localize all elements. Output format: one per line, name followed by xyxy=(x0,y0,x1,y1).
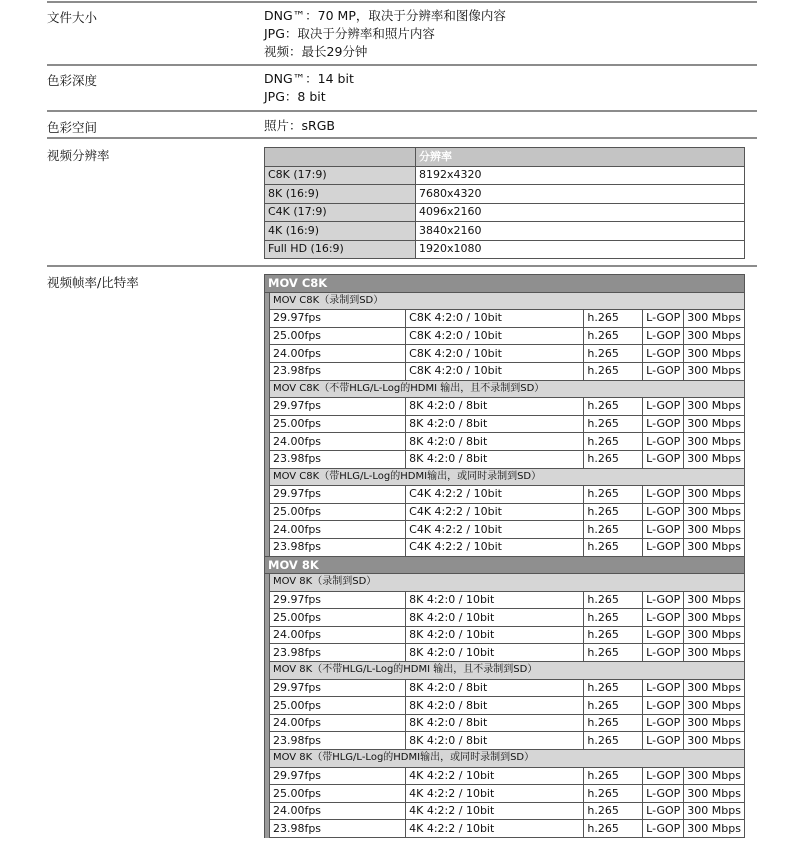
gop-cell: L-GOP xyxy=(643,503,684,521)
section-header-row xyxy=(265,275,745,293)
gop-cell: L-GOP xyxy=(643,609,684,627)
table-row xyxy=(265,310,745,328)
bitrate-cell: 300 Mbps xyxy=(684,644,745,662)
sampling-cell: 8K 4:2:0 / 10bit xyxy=(406,644,584,662)
sampling-cell: 8K 4:2:0 / 8bit xyxy=(406,697,584,715)
table-row xyxy=(265,626,745,644)
codec-cell: h.265 xyxy=(584,697,643,715)
bitrate-cell: 300 Mbps xyxy=(684,609,745,627)
header-blank-cell xyxy=(265,148,416,167)
format-cell: Full HD (16:9) xyxy=(265,240,416,259)
table-row xyxy=(265,450,745,468)
table-row xyxy=(265,240,745,259)
sampling-cell: 8K 4:2:0 / 8bit xyxy=(406,679,584,697)
table-row xyxy=(265,785,745,803)
table-row xyxy=(265,802,745,820)
codec-cell: h.265 xyxy=(584,767,643,785)
spec-label-color-space: 色彩空间 xyxy=(47,120,98,135)
bitrate-cell: 300 Mbps xyxy=(684,362,745,380)
table-row xyxy=(265,222,745,241)
bitrate-cell: 300 Mbps xyxy=(684,450,745,468)
codec-cell: h.265 xyxy=(584,433,643,451)
bitrate-cell: 300 Mbps xyxy=(684,415,745,433)
fps-cell: 23.98fps xyxy=(269,644,405,662)
gop-cell: L-GOP xyxy=(643,345,684,363)
sampling-cell: C4K 4:2:2 / 10bit xyxy=(406,503,584,521)
table-row xyxy=(265,166,745,185)
table-row xyxy=(265,521,745,539)
fps-cell: 25.00fps xyxy=(269,415,405,433)
bitrate-cell: 300 Mbps xyxy=(684,591,745,609)
table-row xyxy=(265,503,745,521)
codec-cell: h.265 xyxy=(584,732,643,750)
resolution-cell: 1920x1080 xyxy=(416,240,745,259)
gop-cell: L-GOP xyxy=(643,679,684,697)
table-row xyxy=(265,486,745,504)
bitrate-cell: 300 Mbps xyxy=(684,538,745,556)
codec-cell: h.265 xyxy=(584,327,643,345)
table-row xyxy=(265,732,745,750)
spec-label-file-size: 文件大小 xyxy=(47,10,98,25)
codec-cell: h.265 xyxy=(584,345,643,363)
spec-label-video-framerate: 视频帧率/比特率 xyxy=(47,275,139,290)
gop-cell: L-GOP xyxy=(643,398,684,416)
gop-cell: L-GOP xyxy=(643,433,684,451)
section-title: MOV C8K xyxy=(265,275,745,293)
framerate-table xyxy=(264,274,745,838)
table-row xyxy=(265,644,745,662)
codec-cell: h.265 xyxy=(584,503,643,521)
fps-cell: 29.97fps xyxy=(269,767,405,785)
sampling-cell: 8K 4:2:0 / 8bit xyxy=(406,450,584,468)
fps-cell: 23.98fps xyxy=(269,538,405,556)
spec-value-color-space xyxy=(264,117,335,135)
bitrate-cell: 300 Mbps xyxy=(684,714,745,732)
table-row xyxy=(265,820,745,838)
gop-cell: L-GOP xyxy=(643,785,684,803)
codec-cell: h.265 xyxy=(584,521,643,539)
spec-label-color-depth: 色彩深度 xyxy=(47,73,98,88)
gop-cell: L-GOP xyxy=(643,697,684,715)
table-row xyxy=(265,609,745,627)
gop-cell: L-GOP xyxy=(643,450,684,468)
bitrate-cell: 300 Mbps xyxy=(684,433,745,451)
bitrate-cell: 300 Mbps xyxy=(684,697,745,715)
table-row xyxy=(265,327,745,345)
section-header-row xyxy=(265,556,745,574)
resolution-table xyxy=(264,147,745,259)
group-header-row xyxy=(265,292,745,310)
spec-value-color-depth xyxy=(264,70,354,106)
fps-cell: 29.97fps xyxy=(269,679,405,697)
spec-line: DNG™：14 bit xyxy=(264,71,354,86)
codec-cell: h.265 xyxy=(584,591,643,609)
group-title: MOV C8K（不带HLG/L-Log的HDMI 输出，且不录制到SD） xyxy=(269,380,744,398)
divider xyxy=(47,110,757,112)
gop-cell: L-GOP xyxy=(643,310,684,328)
format-cell: C8K (17:9) xyxy=(265,166,416,185)
group-header-row xyxy=(265,468,745,486)
bitrate-cell: 300 Mbps xyxy=(684,732,745,750)
spec-line: JPG：取决于分辨率和照片内容 xyxy=(264,26,435,41)
gop-cell: L-GOP xyxy=(643,415,684,433)
gop-cell: L-GOP xyxy=(643,362,684,380)
codec-cell: h.265 xyxy=(584,609,643,627)
sampling-cell: C4K 4:2:2 / 10bit xyxy=(406,521,584,539)
table-row xyxy=(265,767,745,785)
codec-cell: h.265 xyxy=(584,679,643,697)
table-row xyxy=(265,433,745,451)
fps-cell: 23.98fps xyxy=(269,450,405,468)
spec-line: 照片：sRGB xyxy=(264,118,335,133)
gop-cell: L-GOP xyxy=(643,802,684,820)
group-title: MOV C8K（录制到SD） xyxy=(269,292,744,310)
codec-cell: h.265 xyxy=(584,415,643,433)
table-row xyxy=(265,679,745,697)
format-cell: 8K (16:9) xyxy=(265,185,416,204)
sampling-cell: C8K 4:2:0 / 10bit xyxy=(406,345,584,363)
fps-cell: 25.00fps xyxy=(269,785,405,803)
spec-line: 视频：最长29分钟 xyxy=(264,44,368,59)
sampling-cell: C4K 4:2:2 / 10bit xyxy=(406,486,584,504)
fps-cell: 25.00fps xyxy=(269,327,405,345)
sampling-cell: C4K 4:2:2 / 10bit xyxy=(406,538,584,556)
bitrate-cell: 300 Mbps xyxy=(684,820,745,838)
format-cell: 4K (16:9) xyxy=(265,222,416,241)
fps-cell: 24.00fps xyxy=(269,345,405,363)
fps-cell: 23.98fps xyxy=(269,732,405,750)
bitrate-cell: 300 Mbps xyxy=(684,398,745,416)
fps-cell: 23.98fps xyxy=(269,362,405,380)
fps-cell: 29.97fps xyxy=(269,310,405,328)
codec-cell: h.265 xyxy=(584,486,643,504)
resolution-cell: 7680x4320 xyxy=(416,185,745,204)
bitrate-cell: 300 Mbps xyxy=(684,521,745,539)
gop-cell: L-GOP xyxy=(643,591,684,609)
resolution-cell: 3840x2160 xyxy=(416,222,745,241)
bitrate-cell: 300 Mbps xyxy=(684,486,745,504)
gop-cell: L-GOP xyxy=(643,820,684,838)
format-cell: C4K (17:9) xyxy=(265,203,416,222)
table-header-row xyxy=(265,148,745,167)
section-title: MOV 8K xyxy=(265,556,745,574)
bitrate-cell: 300 Mbps xyxy=(684,310,745,328)
gop-cell: L-GOP xyxy=(643,644,684,662)
codec-cell: h.265 xyxy=(584,820,643,838)
fps-cell: 24.00fps xyxy=(269,521,405,539)
fps-cell: 25.00fps xyxy=(269,503,405,521)
spec-line: DNG™：70 MP，取决于分辨率和图像内容 xyxy=(264,8,506,23)
bitrate-cell: 300 Mbps xyxy=(684,626,745,644)
table-row xyxy=(265,203,745,222)
bitrate-cell: 300 Mbps xyxy=(684,503,745,521)
gop-cell: L-GOP xyxy=(643,486,684,504)
spec-line: JPG：8 bit xyxy=(264,89,326,104)
codec-cell: h.265 xyxy=(584,398,643,416)
gop-cell: L-GOP xyxy=(643,767,684,785)
sampling-cell: 8K 4:2:0 / 10bit xyxy=(406,591,584,609)
gop-cell: L-GOP xyxy=(643,521,684,539)
codec-cell: h.265 xyxy=(584,626,643,644)
spec-value-file-size xyxy=(264,7,506,61)
codec-cell: h.265 xyxy=(584,538,643,556)
fps-cell: 29.97fps xyxy=(269,591,405,609)
sampling-cell: C8K 4:2:0 / 10bit xyxy=(406,327,584,345)
divider xyxy=(47,265,757,267)
codec-cell: h.265 xyxy=(584,362,643,380)
sampling-cell: 4K 4:2:2 / 10bit xyxy=(406,820,584,838)
codec-cell: h.265 xyxy=(584,785,643,803)
divider xyxy=(47,64,757,66)
divider xyxy=(47,1,757,3)
gop-cell: L-GOP xyxy=(643,538,684,556)
fps-cell: 24.00fps xyxy=(269,626,405,644)
gop-cell: L-GOP xyxy=(643,714,684,732)
sampling-cell: 8K 4:2:0 / 8bit xyxy=(406,415,584,433)
resolution-cell: 8192x4320 xyxy=(416,166,745,185)
sampling-cell: 4K 4:2:2 / 10bit xyxy=(406,802,584,820)
sampling-cell: 4K 4:2:2 / 10bit xyxy=(406,785,584,803)
table-row xyxy=(265,345,745,363)
table-row xyxy=(265,591,745,609)
fps-cell: 29.97fps xyxy=(269,486,405,504)
gop-cell: L-GOP xyxy=(643,626,684,644)
spec-label-video-resolution: 视频分辨率 xyxy=(47,148,110,163)
table-row xyxy=(265,398,745,416)
sampling-cell: 8K 4:2:0 / 8bit xyxy=(406,433,584,451)
table-row xyxy=(265,697,745,715)
sampling-cell: 8K 4:2:0 / 10bit xyxy=(406,626,584,644)
bitrate-cell: 300 Mbps xyxy=(684,767,745,785)
codec-cell: h.265 xyxy=(584,802,643,820)
fps-cell: 25.00fps xyxy=(269,609,405,627)
gop-cell: L-GOP xyxy=(643,732,684,750)
codec-cell: h.265 xyxy=(584,714,643,732)
sampling-cell: 8K 4:2:0 / 8bit xyxy=(406,398,584,416)
group-title: MOV C8K（带HLG/L-Log的HDMI输出，或同时录制到SD） xyxy=(269,468,744,486)
table-row xyxy=(265,415,745,433)
sampling-cell: 4K 4:2:2 / 10bit xyxy=(406,767,584,785)
bitrate-cell: 300 Mbps xyxy=(684,679,745,697)
group-header-row xyxy=(265,574,745,592)
sampling-cell: 8K 4:2:0 / 8bit xyxy=(406,714,584,732)
group-title: MOV 8K（带HLG/L-Log的HDMI输出，或同时录制到SD） xyxy=(269,750,744,768)
fps-cell: 25.00fps xyxy=(269,697,405,715)
table-row xyxy=(265,185,745,204)
header-cell: 分辨率 xyxy=(416,148,745,167)
sampling-cell: 8K 4:2:0 / 10bit xyxy=(406,609,584,627)
fps-cell: 24.00fps xyxy=(269,714,405,732)
bitrate-cell: 300 Mbps xyxy=(684,345,745,363)
codec-cell: h.265 xyxy=(584,310,643,328)
fps-cell: 23.98fps xyxy=(269,820,405,838)
group-title: MOV 8K（录制到SD） xyxy=(269,574,744,592)
bitrate-cell: 300 Mbps xyxy=(684,327,745,345)
sampling-cell: 8K 4:2:0 / 8bit xyxy=(406,732,584,750)
table-row xyxy=(265,362,745,380)
fps-cell: 29.97fps xyxy=(269,398,405,416)
fps-cell: 24.00fps xyxy=(269,802,405,820)
codec-cell: h.265 xyxy=(584,644,643,662)
sampling-cell: C8K 4:2:0 / 10bit xyxy=(406,362,584,380)
bitrate-cell: 300 Mbps xyxy=(684,785,745,803)
group-header-row xyxy=(265,750,745,768)
fps-cell: 24.00fps xyxy=(269,433,405,451)
group-header-row xyxy=(265,662,745,680)
gop-cell: L-GOP xyxy=(643,327,684,345)
sampling-cell: C8K 4:2:0 / 10bit xyxy=(406,310,584,328)
codec-cell: h.265 xyxy=(584,450,643,468)
table-row xyxy=(265,538,745,556)
bitrate-cell: 300 Mbps xyxy=(684,802,745,820)
divider xyxy=(47,137,757,139)
resolution-cell: 4096x2160 xyxy=(416,203,745,222)
group-header-row xyxy=(265,380,745,398)
table-row xyxy=(265,714,745,732)
group-title: MOV 8K（不带HLG/L-Log的HDMI 输出，且不录制到SD） xyxy=(269,662,744,680)
